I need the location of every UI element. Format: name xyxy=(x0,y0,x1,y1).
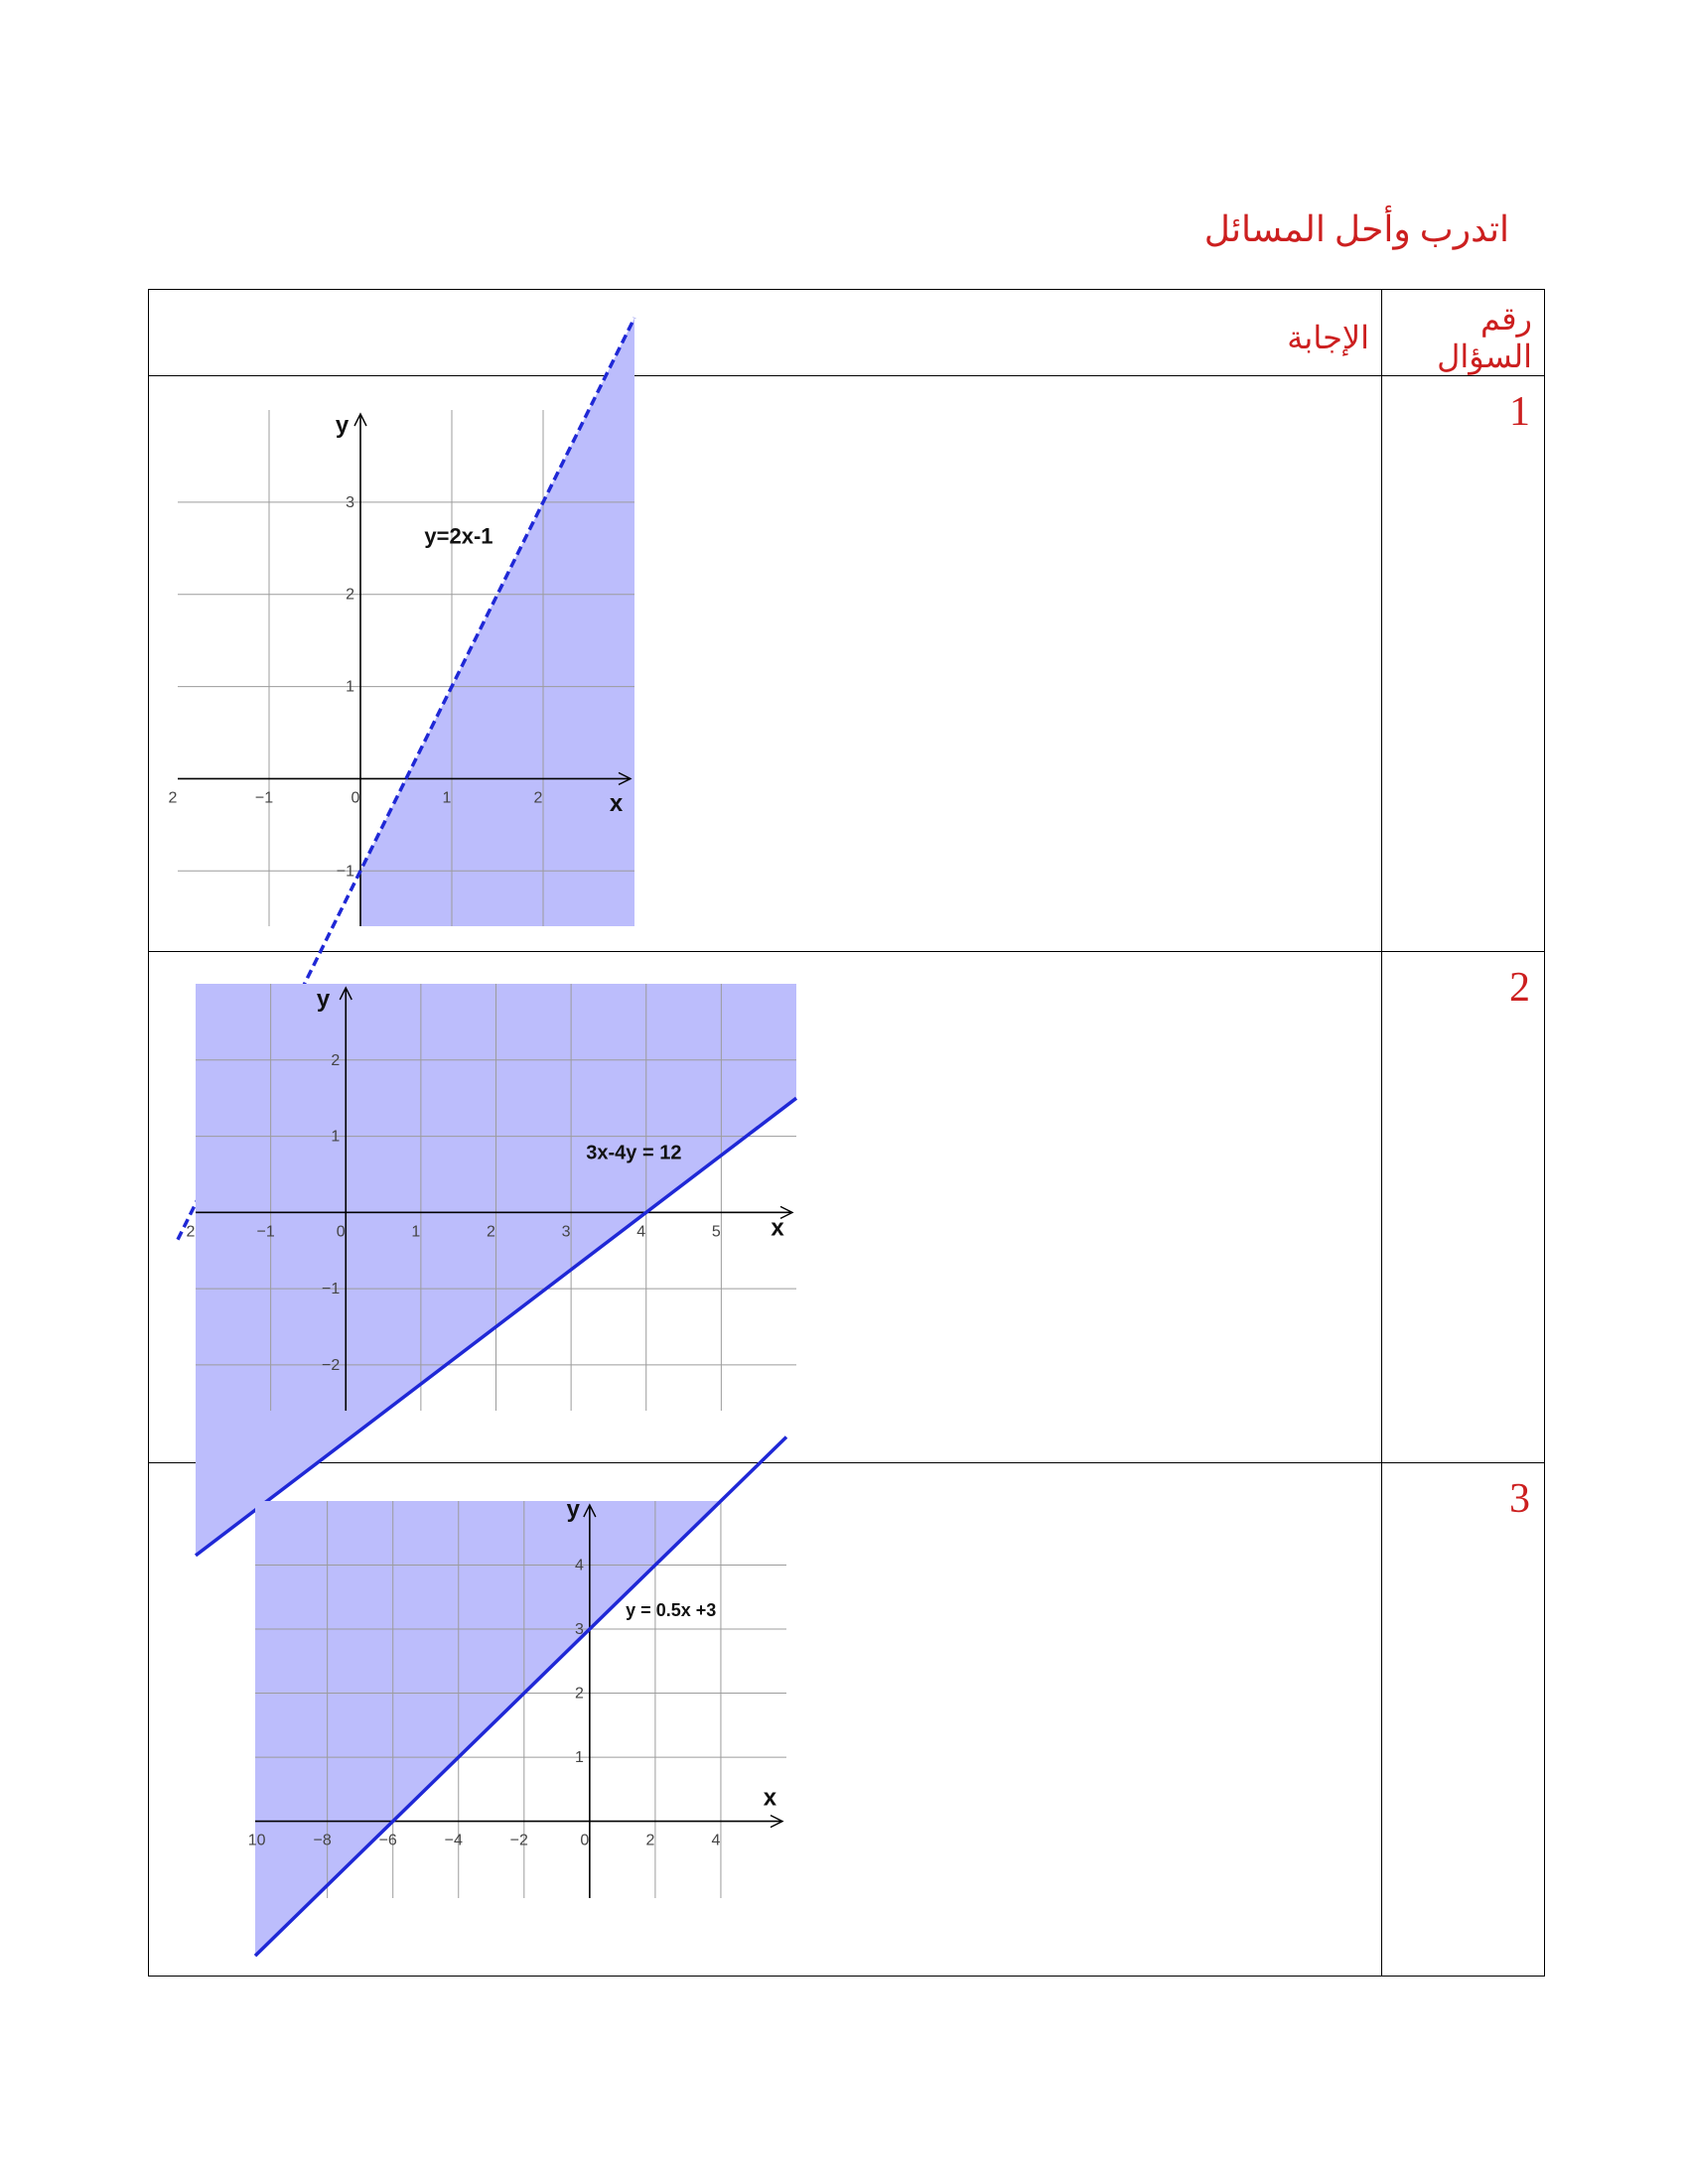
page-heading: اتدرب وأحل المسائل xyxy=(1203,209,1509,249)
x-tick-label: 10 xyxy=(247,1832,266,1849)
inequality-graph-3 xyxy=(247,1496,786,1898)
x-tick-label: 3 xyxy=(561,1223,571,1241)
inequality-graph-1 xyxy=(168,410,634,926)
x-tick-label: 1 xyxy=(411,1223,421,1241)
question-number: 2 xyxy=(1382,952,1545,1463)
questions-table xyxy=(148,289,1545,1977)
y-tick-label: 1 xyxy=(574,1749,584,1767)
x-tick-label: −2 xyxy=(509,1832,528,1849)
x-tick-label: 2 xyxy=(645,1832,655,1849)
equation-label: 3x-4y = 12 xyxy=(586,1142,682,1164)
x-tick-label: 5 xyxy=(711,1223,721,1241)
question-number-column-header: رقم السؤال xyxy=(1382,290,1545,376)
question-number: 1 xyxy=(1382,376,1545,952)
shaded-region xyxy=(360,318,634,926)
table-row xyxy=(149,1463,1545,1977)
x-tick-label: −8 xyxy=(313,1832,332,1849)
x-axis-label: x xyxy=(763,1784,777,1812)
y-tick-label: 3 xyxy=(346,493,354,511)
x-tick-label: 0 xyxy=(351,789,360,807)
x-tick-label: 1 xyxy=(442,789,452,807)
x-tick-label: 4 xyxy=(711,1832,721,1849)
x-axis-label: x xyxy=(771,1214,784,1242)
x-tick-label: −6 xyxy=(378,1832,397,1849)
y-tick-label: 2 xyxy=(574,1685,584,1703)
y-tick-label: 2 xyxy=(331,1051,341,1069)
answer-cell xyxy=(149,952,1382,1463)
answer-cell xyxy=(149,376,1382,952)
x-tick-label: −1 xyxy=(256,1223,275,1241)
inequality-graph-2 xyxy=(186,984,796,1411)
y-tick-label: 1 xyxy=(331,1128,341,1146)
y-tick-label: 3 xyxy=(574,1621,584,1639)
x-tick-label: 2 xyxy=(186,1223,196,1241)
x-tick-label: 0 xyxy=(580,1832,590,1849)
x-tick-label: −4 xyxy=(444,1832,463,1849)
y-axis-label: y xyxy=(316,986,331,1014)
equation-label: y = 0.5x +3 xyxy=(626,1600,717,1621)
y-axis-label: y xyxy=(566,1496,581,1524)
table-row xyxy=(149,952,1545,1463)
y-axis-label: y xyxy=(335,412,350,440)
answer-column-header: الإجابة xyxy=(149,290,1382,376)
y-tick-label: −1 xyxy=(336,863,354,881)
x-tick-label: 0 xyxy=(336,1223,346,1241)
x-tick-label: 2 xyxy=(533,789,543,807)
table-header-row xyxy=(149,290,1545,376)
x-tick-label: −1 xyxy=(254,789,274,807)
answer-cell xyxy=(149,1463,1382,1977)
x-tick-label: 2 xyxy=(487,1223,495,1241)
table-row xyxy=(149,376,1545,952)
y-tick-label: −1 xyxy=(322,1281,341,1298)
y-tick-label: 2 xyxy=(346,586,354,604)
question-number: 3 xyxy=(1382,1463,1545,1977)
x-axis-label: x xyxy=(609,789,624,817)
equation-label: y=2x-1 xyxy=(424,523,493,549)
y-tick-label: 4 xyxy=(574,1557,584,1574)
y-tick-label: 1 xyxy=(346,678,354,696)
x-tick-label: 2 xyxy=(168,789,178,807)
y-tick-label: −2 xyxy=(322,1356,341,1374)
x-tick-label: 4 xyxy=(636,1223,646,1241)
